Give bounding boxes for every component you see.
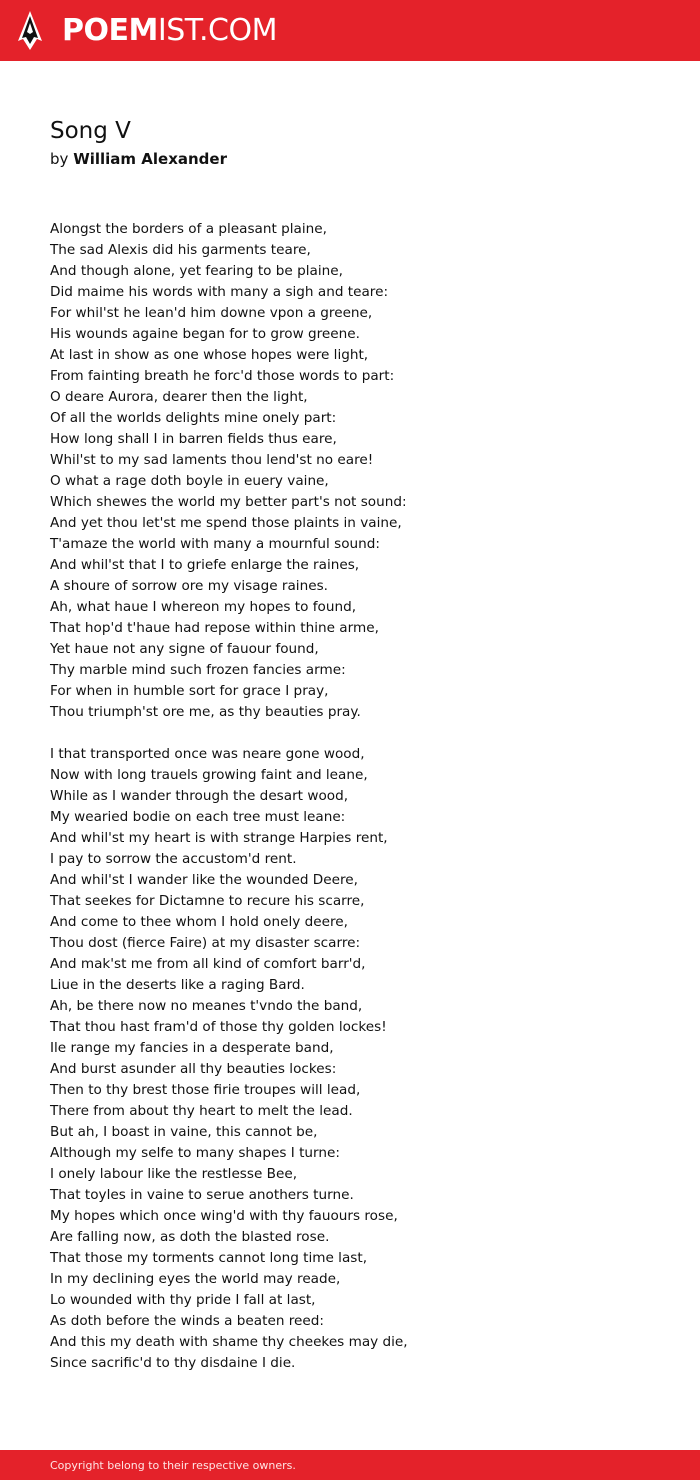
poem-line: Since sacrific'd to thy disdaine I die. (50, 1355, 296, 1371)
poem-line: And come to thee whom I hold onely deere, (50, 914, 348, 930)
poem-line: As doth before the winds a beaten reed: (50, 1313, 324, 1329)
poem-byline (50, 149, 227, 169)
poem-line: Now with long trauels growing faint and leane, (50, 767, 368, 783)
poem-line: Thou triumph'st ore me, as thy beauties pray. (50, 704, 361, 720)
poem-line: That hop'd t'haue had repose within thine arme, (50, 620, 379, 636)
poem-line: A shoure of sorrow ore my visage raines. (50, 578, 328, 594)
poem-line: For when in humble sort for grace I pray, (50, 683, 329, 699)
poem-line: And yet thou let'st me spend those plaints in vaine, (50, 515, 402, 531)
poem-line: That toyles in vaine to serue anothers turne. (50, 1187, 354, 1203)
poem-line: I pay to sorrow the accustom'd rent. (50, 851, 297, 867)
poem-line: And though alone, yet fearing to be plaine, (50, 263, 343, 279)
poem-line: Lo wounded with thy pride I fall at last, (50, 1292, 316, 1308)
poem-line: That seekes for Dictamne to recure his scarre, (50, 893, 365, 909)
poem-line: My hopes which once wing'd with thy fauours rose, (50, 1208, 398, 1224)
poem-line: And burst asunder all thy beauties lockes: (50, 1061, 337, 1077)
logo-light-text: IST.COM (157, 13, 277, 48)
poem-line: That thou hast fram'd of those thy golden lockes! (50, 1019, 387, 1035)
poem-line: Ile range my fancies in a desperate band, (50, 1040, 334, 1056)
poem-line: The sad Alexis did his garments teare, (50, 242, 311, 258)
by-label: by (50, 150, 69, 168)
copyright-text: Copyright belong to their respective owners. (50, 1459, 296, 1472)
author-name: William Alexander (73, 150, 227, 168)
poem-line: His wounds againe began for to grow greene. (50, 326, 360, 342)
poem-line: And this my death with shame thy cheekes may die, (50, 1334, 408, 1350)
poem-line: In my declining eyes the world may reade, (50, 1271, 341, 1287)
poem-stanza (50, 219, 670, 723)
poem-line: At last in show as one whose hopes were light, (50, 347, 369, 363)
poem-line: Although my selfe to many shapes I turne: (50, 1145, 340, 1161)
poem-line: Liue in the deserts like a raging Bard. (50, 977, 305, 993)
poem-line: And whil'st I wander like the wounded Deere, (50, 872, 358, 888)
poem-line: There from about thy heart to melt the lead. (50, 1103, 353, 1119)
poem-line: Whil'st to my sad laments thou lend'st no eare! (50, 452, 374, 468)
poem-line: That those my torments cannot long time last, (50, 1250, 368, 1266)
poem-line: Which shewes the world my better part's not sound: (50, 494, 407, 510)
poem-line: Ah, be there now no meanes t'vndo the band, (50, 998, 363, 1014)
logo-strong-text: POEM (62, 13, 158, 48)
site-header (0, 0, 700, 61)
poem-line: For whil'st he lean'd him downe vpon a greene, (50, 305, 373, 321)
poem-stanza (50, 744, 670, 1374)
poem-line: Of all the worlds delights mine onely part: (50, 410, 337, 426)
poem-line: How long shall I in barren fields thus eare, (50, 431, 337, 447)
site-footer (0, 1450, 700, 1480)
poem-line: But ah, I boast in vaine, this cannot be, (50, 1124, 318, 1140)
poem-body (50, 219, 670, 1395)
poem-line: Did maime his words with many a sigh and teare: (50, 284, 389, 300)
poem-title: Song V (50, 118, 131, 144)
poem-line: While as I wander through the desart wood, (50, 788, 349, 804)
poem-line: Then to thy brest those firie troupes will lead, (50, 1082, 361, 1098)
poem-line: Thy marble mind such frozen fancies arme: (50, 662, 346, 678)
poem-line: Thou dost (fierce Faire) at my disaster scarre: (50, 935, 361, 951)
site-logo[interactable] (62, 11, 277, 51)
poem-line: O what a rage doth boyle in euery vaine, (50, 473, 329, 489)
poem-line: And mak'st me from all kind of comfort barr'd, (50, 956, 366, 972)
poem-line: T'amaze the world with many a mournful sound: (50, 536, 380, 552)
poem-line: Yet haue not any signe of fauour found, (50, 641, 319, 657)
poem-line: And whil'st my heart is with strange Harpies rent, (50, 830, 388, 846)
poem-line: Are falling now, as doth the blasted rose. (50, 1229, 330, 1245)
poem-line: My wearied bodie on each tree must leane: (50, 809, 346, 825)
poem-line: I that transported once was neare gone wood, (50, 746, 365, 762)
poem-line: And whil'st that I to griefe enlarge the raines, (50, 557, 360, 573)
pencil-tip-icon[interactable] (17, 10, 43, 51)
poem-line: Alongst the borders of a pleasant plaine, (50, 221, 327, 237)
poem-line: Ah, what haue I whereon my hopes to found, (50, 599, 357, 615)
poem-line: I onely labour like the restlesse Bee, (50, 1166, 298, 1182)
poem-line: O deare Aurora, dearer then the light, (50, 389, 308, 405)
poem-line: From fainting breath he forc'd those words to part: (50, 368, 395, 384)
